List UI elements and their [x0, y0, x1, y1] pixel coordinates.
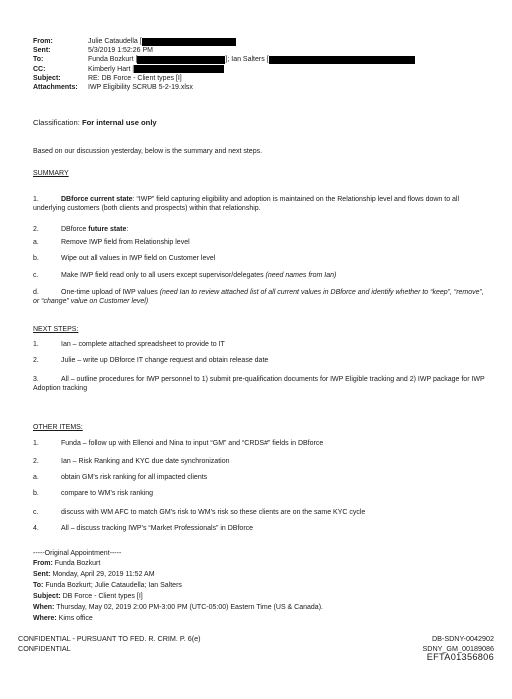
- next-steps-heading: NEXT STEPS:: [33, 326, 79, 333]
- other-item-4: 4. All – discuss tracking IWP’s “Market Professionals” in DBforce: [33, 525, 254, 532]
- original-sent: Sent: Monday, April 29, 2019 11:52 AM: [33, 571, 155, 578]
- confidential-notice: CONFIDENTIAL - PURSUANT TO FED. R. CRIM. P. 6(e): [18, 634, 201, 643]
- original-when: When: Thursday, May 02, 2019 2:00 PM-3:00 PM (UTC-05:00) Eastern Time (US & Canada).: [33, 604, 323, 611]
- original-subject: Subject: DB Force - Client types [I]: [33, 593, 143, 600]
- original-from: From: Funda Bozkurt: [33, 560, 101, 567]
- from-label: From:: [33, 38, 53, 45]
- cc-value: Kimberly Hart [: [88, 65, 135, 73]
- classification-label: Classification:: [33, 118, 82, 127]
- original-where: Where: Kims office: [33, 615, 93, 622]
- redaction-box: [134, 65, 224, 73]
- header-to-row: [33, 55, 483, 64]
- other-item-a: a. obtain GM’s risk ranking for all impacted clients: [33, 474, 208, 481]
- sent-value: 5/3/2019 1:52:26 PM: [88, 47, 153, 55]
- to-label: To:: [33, 56, 44, 64]
- original-divider: -----Original Appointment-----: [33, 550, 122, 557]
- summary-item-2: 2. DBforce future state:: [33, 226, 129, 233]
- other-item-2: 2. Ian – Risk Ranking and KYC due date synchronization: [33, 458, 230, 465]
- summary-item-b: b. Wipe out all values in IWP field on Customer level: [33, 255, 216, 262]
- subject-label: Subject:: [33, 74, 61, 82]
- confidential-label: CONFIDENTIAL: [18, 643, 71, 653]
- intro-text: Based on our discussion yesterday, below is the summary and next steps.: [33, 148, 263, 155]
- subject-value: RE: DB Force - Client types [I]: [88, 74, 182, 82]
- bates-number-1: DB-SDNY-0042902: [431, 634, 494, 643]
- header-attachments-row: [33, 83, 483, 92]
- footer-left: [18, 634, 201, 653]
- summary-item-1: 1. DBforce current state: “IWP” field capturing eligibility and adoption is maintained on the Relationship level and flows down to all underlying customers (both clients and prospects) within that relationship.: [33, 196, 460, 212]
- original-to: To: Funda Bozkurt; Julie Cataudella; Ian Salters: [33, 582, 182, 589]
- other-item-b: b. compare to WM’s risk ranking: [33, 490, 154, 497]
- next-step-2: 2. Julie – write up DBforce IT change request and obtain release date: [33, 357, 269, 364]
- summary-item-d: d. One-time upload of IWP values (need Ian to review attached list of all current values in DBforce and identify whether to “keep”, “remove”, or “change” value on Customer level): [33, 289, 484, 305]
- to-value-1: Funda Bozkurt [: [88, 56, 138, 64]
- other-item-c: c. discuss with WM AFC to match GM’s risk to WM’s risk so these clients are on the same KYC cycle: [33, 509, 366, 516]
- header-from-row: [33, 37, 483, 46]
- other-item-1: 1. Funda – follow up with Ellenoi and Nina to input “GM” and “CRDS#” fields in DBforce: [33, 440, 324, 447]
- summary-item-a: a. Remove IWP field from Relationship level: [33, 239, 190, 246]
- classification-line: [33, 118, 488, 127]
- from-value: Julie Cataudella [: [88, 38, 142, 45]
- redaction-box: [269, 56, 415, 64]
- summary-heading: SUMMARY: [33, 170, 69, 177]
- summary-item-c: c. Make IWP field read only to all users except supervisor/delegates (need names from Ian): [33, 272, 337, 279]
- attachment-link[interactable]: IWP Eligibility SCRUB 5-2-19.xlsx: [88, 83, 193, 91]
- next-step-1: 1. Ian – complete attached spreadsheet to provide to IT: [33, 341, 225, 348]
- other-items-heading: OTHER ITEMS:: [33, 424, 83, 431]
- to-value-2: ]; Ian Salters [: [225, 56, 269, 64]
- header-subject-row: [33, 74, 483, 83]
- redaction-box: [142, 38, 236, 46]
- next-step-3: 3. All – outline procedures for IWP personnel to 1) submit pre-qualification documents for IWP Eligible tracking and 2) IWP package for IWP Adoption tracking: [33, 376, 485, 392]
- footer-right: [422, 634, 494, 663]
- classification-value: For internal use only: [81, 118, 157, 127]
- email-header: [33, 37, 483, 92]
- cc-label: CC:: [33, 65, 46, 73]
- bates-number-2: SDNY_GM_00189086: [422, 643, 494, 653]
- redaction-box: [137, 56, 225, 64]
- sent-label: Sent:: [33, 47, 51, 55]
- header-sent-row: [33, 46, 483, 55]
- efta-number: EFTA01356806: [426, 652, 494, 662]
- header-cc-row: [33, 65, 483, 74]
- attachments-label: Attachments:: [33, 83, 78, 91]
